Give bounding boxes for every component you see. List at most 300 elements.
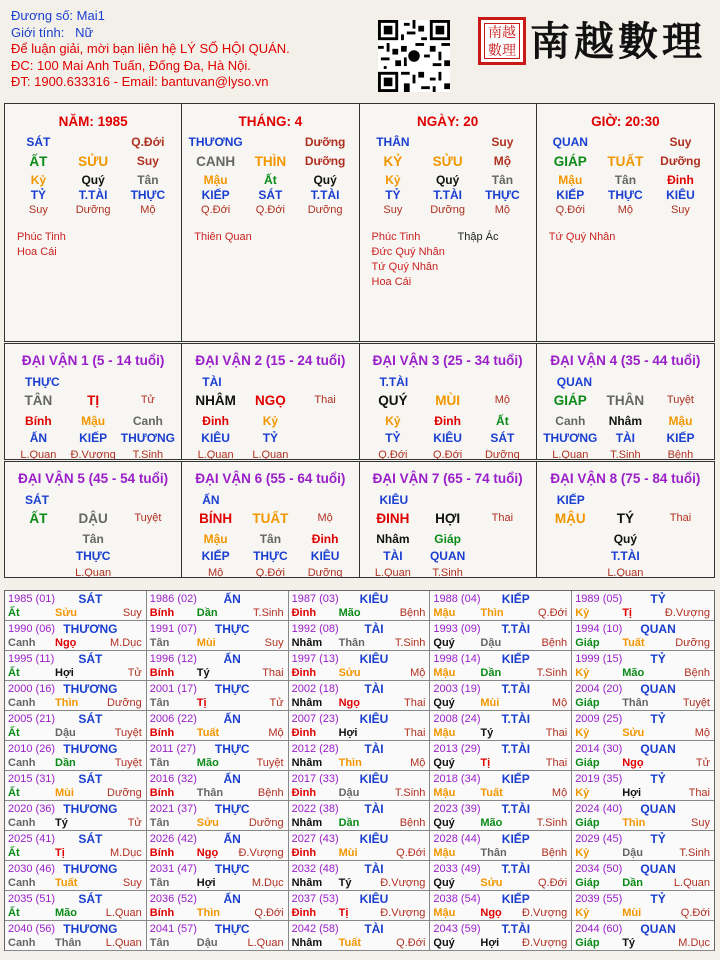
year-phase: Mộ <box>551 697 568 709</box>
year-label: 2009 (25) <box>575 713 623 725</box>
year-label: 2037 (53) <box>291 893 339 905</box>
year-phase: Đ.Vượng <box>664 607 710 619</box>
year-stem: Đinh <box>291 607 317 619</box>
year-cell <box>289 591 431 621</box>
dai-van-phases-2: L.Quan <box>252 449 289 459</box>
year-cell <box>5 591 147 621</box>
year-branch: Thìn <box>622 817 646 829</box>
year-branch: Mùi <box>196 637 216 649</box>
year-god: T.TÀI <box>501 712 531 726</box>
dai-van-title: ĐẠI VẬN 3 (25 - 34 tuổi) <box>372 353 523 368</box>
year-branch: Dậu <box>480 637 502 649</box>
year-label: 2010 (26) <box>8 743 56 755</box>
dai-van-title: ĐẠI VẬN 1 (5 - 14 tuổi) <box>21 353 165 368</box>
star-left: Phúc Tinh <box>17 231 66 243</box>
year-cell <box>5 831 147 861</box>
year-label: 1990 (06) <box>8 623 56 635</box>
dai-van-phases-2: Q.Đới <box>255 567 285 577</box>
year-god: QUAN <box>640 922 676 936</box>
dai-van-ganchi-2: TÝ <box>616 511 634 526</box>
pillar-top-gods <box>5 135 181 150</box>
pillar-ganchi-3: Dưỡng <box>304 154 346 168</box>
dai-van-ganchi-2: NGỌ <box>254 393 286 408</box>
dai-van-phases-3: Dưỡng <box>484 449 520 459</box>
dai-van-gods-3 <box>653 549 708 563</box>
year-label: 2043 (59) <box>433 923 481 935</box>
dai-van-title: ĐẠI VẬN 4 (35 - 44 tuổi) <box>550 353 701 368</box>
year-branch: Dậu <box>338 787 360 799</box>
year-label: 2024 (40) <box>575 803 623 815</box>
dai-van-row-2 <box>4 461 715 578</box>
year-phase: Dưỡng <box>107 697 142 709</box>
star-left: Đức Quý Nhân <box>371 246 445 258</box>
dai-van-ganchi-1: ẤT <box>29 511 48 526</box>
year-label: 2006 (22) <box>149 713 197 725</box>
dai-van-ganchi-1: TÂN <box>24 393 53 408</box>
year-branch: Sửu <box>55 607 78 619</box>
year-cell <box>289 831 431 861</box>
dai-van-hidden-3 <box>653 532 708 546</box>
pillar-ganchi-1: GIÁP <box>553 154 587 169</box>
year-branch: Mùi <box>480 697 500 709</box>
year-branch: Tuất <box>55 877 78 889</box>
year-label: 2016 (32) <box>149 773 197 785</box>
pillar-phases-1: Suy <box>383 204 403 216</box>
year-branch: Mão <box>338 607 361 619</box>
dai-van-phases <box>5 566 181 577</box>
pillar-hidden-stems-3: Tân <box>491 173 514 187</box>
year-cell <box>289 921 431 951</box>
pillar-ganchi-1: CANH <box>196 154 236 169</box>
dai-van-title: ĐẠI VẬN 7 (65 - 74 tuổi) <box>372 471 523 486</box>
pillar-hidden-stems-1: Mậu <box>558 173 583 187</box>
year-label: 2017 (33) <box>291 773 339 785</box>
dai-van-phases <box>537 566 714 577</box>
year-label: 2014 (30) <box>575 743 623 755</box>
year-god: KIÊU <box>359 592 389 606</box>
year-label: 2038 (54) <box>433 893 481 905</box>
dai-van-hidden-2: Đinh <box>434 414 461 428</box>
year-branch: Tý <box>196 667 210 679</box>
year-god: THỰC <box>214 922 250 936</box>
year-god: ẤN <box>223 772 241 786</box>
year-phase: Thai <box>403 697 426 709</box>
dai-van-hidden-2: Tân <box>82 532 104 546</box>
year-phase: Tử <box>269 697 284 709</box>
year-cell <box>572 861 714 891</box>
year-phase: Tử <box>695 757 710 769</box>
pillar-hidden-stems-1: Kỷ <box>385 173 401 187</box>
red-seal-stamp <box>478 17 526 65</box>
year-stem: Đinh <box>291 787 317 799</box>
year-phase: Q.Đới <box>537 607 568 619</box>
year-phase: Suy <box>264 637 284 649</box>
year-cell <box>5 891 147 921</box>
year-label: 1993 (09) <box>433 623 481 635</box>
year-cell <box>289 801 431 831</box>
dai-van-hidden-2: Giáp <box>434 532 461 546</box>
year-label: 2000 (16) <box>8 683 56 695</box>
year-phase: L.Quan <box>105 907 142 919</box>
year-stem: Canh <box>8 757 36 769</box>
year-cell <box>147 741 289 771</box>
dai-van-ganchi-3: Thai <box>669 512 692 524</box>
year-god: ẤN <box>223 652 241 666</box>
year-phase: Tuyệt <box>682 697 710 709</box>
year-stem: Nhâm <box>291 637 323 649</box>
dai-van-gods <box>537 549 714 563</box>
year-phase: Q.Đới <box>396 847 426 859</box>
star-row <box>194 230 358 245</box>
year-branch: Hợi <box>55 667 74 679</box>
dai-van-ganchi-2: HỢI <box>435 511 461 526</box>
year-cell <box>572 831 714 861</box>
year-cell <box>289 771 431 801</box>
four-pillars-grid <box>4 103 715 342</box>
year-stem: Kỷ <box>575 787 590 799</box>
dai-van-god: QUAN <box>556 375 593 389</box>
pillar-phases-1: Suy <box>28 204 48 216</box>
star-right: Thập Ác <box>457 231 499 243</box>
year-stem: Ất <box>8 607 20 619</box>
year-branch: Tuất <box>338 937 361 949</box>
dai-van-phases-3: Bệnh <box>667 449 694 459</box>
year-stem: Quý <box>433 817 455 829</box>
pillar-ganchi <box>182 154 358 169</box>
dai-van-ganchi-1: ĐINH <box>376 511 410 526</box>
contact-invite: Để luận giải, mời bạn liên hệ LÝ SỐ HỘI QUÁN. <box>11 41 290 57</box>
dai-van-hidden <box>360 414 536 428</box>
pillar-hidden-gods <box>537 188 714 203</box>
year-god: KIẾP <box>501 892 530 906</box>
star-left: Tứ Quý Nhân <box>371 261 439 273</box>
year-god: TÀI <box>364 682 384 696</box>
dai-van-ganchi-2: MÙI <box>435 393 460 408</box>
year-phase: Dưỡng <box>675 637 710 649</box>
pillar-hidden-stems <box>360 173 536 188</box>
year-phase: L.Quan <box>247 937 284 949</box>
owner-name: Đương số: Mai1 <box>11 8 105 23</box>
dai-van-gods-1: ẤN <box>29 431 48 445</box>
pillar-top-gods-2 <box>243 135 298 150</box>
pillar-hidden-stems-2: Ất <box>264 173 277 187</box>
year-phase: T.Sinh <box>536 667 568 679</box>
year-branch: Tị <box>55 847 65 859</box>
pillar-hidden-stems-2: Quý <box>435 173 460 187</box>
year-cell <box>5 651 147 681</box>
brand-calligraphy: 南越數理 <box>530 18 706 65</box>
pillar-hidden-stems-2: Quý <box>81 173 105 187</box>
year-label: 2018 (34) <box>433 773 481 785</box>
year-stem: Kỷ <box>575 727 590 739</box>
year-branch: Tuất <box>622 637 645 649</box>
pillar-title: NĂM: 1985 <box>58 114 128 129</box>
pillar-phases-1: Q.Đới <box>555 204 585 216</box>
year-label: 2008 (24) <box>433 713 481 725</box>
year-cell <box>5 621 147 651</box>
year-label: 1985 (01) <box>8 593 56 605</box>
year-phase: T.Sinh <box>536 817 568 829</box>
year-phase: Thai <box>545 727 568 739</box>
year-god: QUAN <box>640 802 676 816</box>
year-branch: Dậu <box>55 727 76 739</box>
year-branch: Ngọ <box>622 757 644 769</box>
year-god: T.TÀI <box>501 922 531 936</box>
year-god: ẤN <box>223 832 241 846</box>
year-stem: Đinh <box>291 847 317 859</box>
dai-van-ganchi <box>537 511 714 526</box>
year-branch: Hợi <box>196 877 216 889</box>
year-phase: Bệnh <box>399 817 426 829</box>
year-stem: Giáp <box>575 697 600 709</box>
year-phase: Tuyệt <box>114 757 142 769</box>
year-label: 2011 (27) <box>149 743 197 755</box>
dai-van-phases <box>537 448 714 459</box>
year-god: THỰC <box>214 742 250 756</box>
year-label: 2022 (38) <box>291 803 339 815</box>
year-phase: Bệnh <box>541 637 568 649</box>
dai-van-gods-2: KIÊU <box>433 431 462 445</box>
year-stem: Nhâm <box>291 937 323 949</box>
year-stem: Tân <box>149 637 170 649</box>
dai-van-phases-2: L.Quan <box>75 567 112 577</box>
year-phase: Thai <box>545 757 568 769</box>
star-row <box>372 275 536 290</box>
dai-van-phases-3 <box>653 566 708 577</box>
year-god: ẤN <box>223 592 241 606</box>
year-stem: Canh <box>8 877 36 889</box>
dai-van-title: ĐẠI VẬN 6 (55 - 64 tuổi) <box>195 471 346 486</box>
year-god: ẤN <box>223 892 241 906</box>
year-stem: Quý <box>433 877 455 889</box>
dai-van-hidden-3: Đinh <box>311 532 339 546</box>
year-label: 1999 (15) <box>575 653 623 665</box>
pillar-hidden-gods <box>182 188 358 203</box>
dai-van-hidden-2: Mậu <box>81 414 106 428</box>
year-stem: Đinh <box>291 907 317 919</box>
year-label: 1992 (08) <box>291 623 339 635</box>
dai-van-1 <box>5 344 182 459</box>
year-stem: Ất <box>8 907 20 919</box>
year-cell <box>289 711 431 741</box>
year-phase: Dưỡng <box>107 787 142 799</box>
pillar-top-gods-3: Suy <box>491 135 514 149</box>
dai-van-title: ĐẠI VẬN 8 (75 - 84 tuổi) <box>550 471 701 486</box>
year-label: 2015 (31) <box>8 773 56 785</box>
star-row <box>372 230 536 245</box>
pillar-top-gods-2 <box>66 135 121 150</box>
dai-van-ganchi-3: Mộ <box>317 512 333 524</box>
year-stem: Nhâm <box>291 697 323 709</box>
year-branch: Sửu <box>480 877 503 889</box>
pillar-ganchi-2: TUẤT <box>607 154 644 169</box>
dai-van-hidden-1: Mậu <box>203 532 228 546</box>
dai-van-phases-1: L.Quan <box>197 449 234 459</box>
phone-email-line[interactable]: ĐT: 1900.633316 - Email: bantuvan@lyso.vn <box>11 74 269 90</box>
year-cell <box>430 801 572 831</box>
year-stem: Ất <box>8 787 20 799</box>
pillar-hidden-stems-1: Kỷ <box>30 173 47 187</box>
dai-van-god: TÀI <box>202 375 222 389</box>
dai-van-god: KIÊU <box>379 493 409 507</box>
year-phase: M.Dục <box>251 877 284 889</box>
star-row <box>549 230 714 245</box>
pillar-ganchi <box>5 154 181 169</box>
year-branch: Thân <box>338 637 365 649</box>
year-label: 2023 (39) <box>433 803 481 815</box>
pillar-ganchi-3: Suy <box>136 154 159 168</box>
pillar-top-gods-1: SÁT <box>26 135 51 149</box>
dai-van-phases-1: L.Quan <box>552 449 589 459</box>
qr-code-icon <box>378 20 450 92</box>
year-label: 2030 (46) <box>8 863 56 875</box>
year-branch: Mão <box>480 817 503 829</box>
year-cell <box>147 711 289 741</box>
dai-van-hidden <box>5 532 181 546</box>
dai-van-phases-3: T.Sinh <box>132 449 164 459</box>
year-god: SÁT <box>78 592 103 606</box>
year-label: 2031 (47) <box>149 863 197 875</box>
dai-van-hidden-3 <box>121 532 176 546</box>
year-god: THƯƠNG <box>63 862 118 876</box>
dai-van-ganchi-1: NHÂM <box>195 393 236 408</box>
year-cell <box>147 681 289 711</box>
star-row <box>17 245 181 260</box>
year-cell <box>572 651 714 681</box>
year-god: THỰC <box>214 682 250 696</box>
dai-van-hidden-2: Tân <box>259 532 282 546</box>
year-label: 2020 (36) <box>8 803 56 815</box>
year-label: 2028 (44) <box>433 833 481 845</box>
dai-van-hidden-3: Canh <box>132 414 163 428</box>
year-god: TỶ <box>650 652 666 666</box>
year-stem: Kỷ <box>575 667 590 679</box>
year-branch: Tý <box>338 877 352 889</box>
year-cell <box>430 621 572 651</box>
year-branch: Thân <box>622 697 649 709</box>
year-stem: Quý <box>433 697 455 709</box>
pillar-hidden-stems-1: Mậu <box>203 173 228 187</box>
year-god: QUAN <box>640 862 676 876</box>
year-stem: Giáp <box>575 817 600 829</box>
year-phase: Suy <box>122 877 142 889</box>
dai-van-phases <box>360 566 536 577</box>
pillar-hidden-gods-2: T.TÀI <box>433 188 462 202</box>
year-cell <box>572 801 714 831</box>
dai-van-phases-1: L.Quan <box>374 567 411 577</box>
year-stem: Canh <box>8 697 36 709</box>
year-phase: Bệnh <box>684 667 710 679</box>
year-god: TÀI <box>364 622 384 636</box>
pillar-top-gods-2 <box>420 135 475 150</box>
dai-van-ganchi-3: Mộ <box>494 394 511 406</box>
pillar-hidden-gods-1: KIẾP <box>556 188 585 202</box>
dai-van-gods-1: TỶ <box>385 431 401 445</box>
dai-van-hidden-1: Đinh <box>202 414 229 428</box>
year-cell <box>5 681 147 711</box>
year-label: 1995 (11) <box>8 653 55 665</box>
dai-van-hidden-2: Kỷ <box>262 414 279 428</box>
dai-van-hidden-1 <box>543 532 598 546</box>
year-label: 2002 (18) <box>291 683 339 695</box>
year-label: 2019 (35) <box>575 773 623 785</box>
year-stem: Bính <box>149 787 175 799</box>
year-phase: Q.Đới <box>254 907 284 919</box>
year-god: THƯƠNG <box>63 682 118 696</box>
star-row <box>372 245 536 260</box>
year-cell <box>572 891 714 921</box>
year-stem: Tân <box>149 757 170 769</box>
dai-van-gods <box>5 431 181 445</box>
dai-van-gods <box>360 431 536 445</box>
dai-van-hidden-1 <box>11 532 66 546</box>
pillar-phases-2: Q.Đới <box>255 204 285 216</box>
year-branch: Sửu <box>338 667 361 679</box>
year-branch: Thân <box>480 847 507 859</box>
year-cell <box>147 831 289 861</box>
year-god: THỰC <box>214 862 250 876</box>
dai-van-ganchi-2: THÂN <box>606 393 645 408</box>
year-branch: Hợi <box>622 787 642 799</box>
pillar-hidden-gods-3: THỰC <box>130 188 166 202</box>
dai-van-ganchi-2: TỊ <box>87 393 100 408</box>
year-god: THƯƠNG <box>63 622 118 636</box>
year-branch: Ngọ <box>55 637 77 649</box>
year-phase: Thai <box>403 727 426 739</box>
year-god: ẤN <box>223 712 241 726</box>
dai-van-phases-1 <box>11 566 66 577</box>
year-label: 1994 (10) <box>575 623 623 635</box>
year-phase: M.Dục <box>110 847 142 859</box>
year-god: THỰC <box>214 802 250 816</box>
year-label: 2039 (55) <box>575 893 623 905</box>
dai-van-gods-3: THƯƠNG <box>120 431 175 445</box>
year-label: 2025 (41) <box>8 833 56 845</box>
year-label: 1997 (13) <box>291 653 339 665</box>
year-phase: Tuyệt <box>256 757 284 769</box>
pillar-top-gods-3: Q.Đới <box>131 135 165 149</box>
pillar-title: NGÀY: 20 <box>416 114 479 129</box>
pillar-hidden-stems-3: Quý <box>313 173 337 187</box>
year-branch: Tý <box>480 727 494 739</box>
year-cell <box>430 741 572 771</box>
pillar-hidden-gods-3: THỰC <box>485 188 520 202</box>
gender-line: Giới tính: Nữ <box>11 24 94 40</box>
seal-text: 南越數理 <box>484 23 520 59</box>
dai-van-gods-3 <box>121 549 176 563</box>
year-branch: Tị <box>196 697 207 709</box>
dai-van-hidden-1: Canh <box>555 414 586 428</box>
year-cell <box>430 591 572 621</box>
year-label: 2013 (29) <box>433 743 481 755</box>
year-phase: Suy <box>691 817 710 829</box>
year-god: TỶ <box>650 832 666 846</box>
pillar-phases-2: Dưỡng <box>75 204 111 216</box>
dai-van-phases <box>182 566 358 577</box>
year-branch: Tị <box>338 907 349 919</box>
year-cell <box>147 891 289 921</box>
pillar-hidden-stems-3: Tân <box>137 173 159 187</box>
year-god: SÁT <box>78 712 103 726</box>
year-branch: Dần <box>622 877 643 889</box>
year-stem: Bính <box>149 907 175 919</box>
year-label: 2029 (45) <box>575 833 623 845</box>
year-stem: Nhâm <box>291 877 323 889</box>
dai-van-ganchi-1: BÍNH <box>199 511 233 526</box>
dai-van-gods-1: KIẾP <box>201 549 230 563</box>
year-branch: Tị <box>480 757 491 769</box>
star-row <box>372 260 536 275</box>
